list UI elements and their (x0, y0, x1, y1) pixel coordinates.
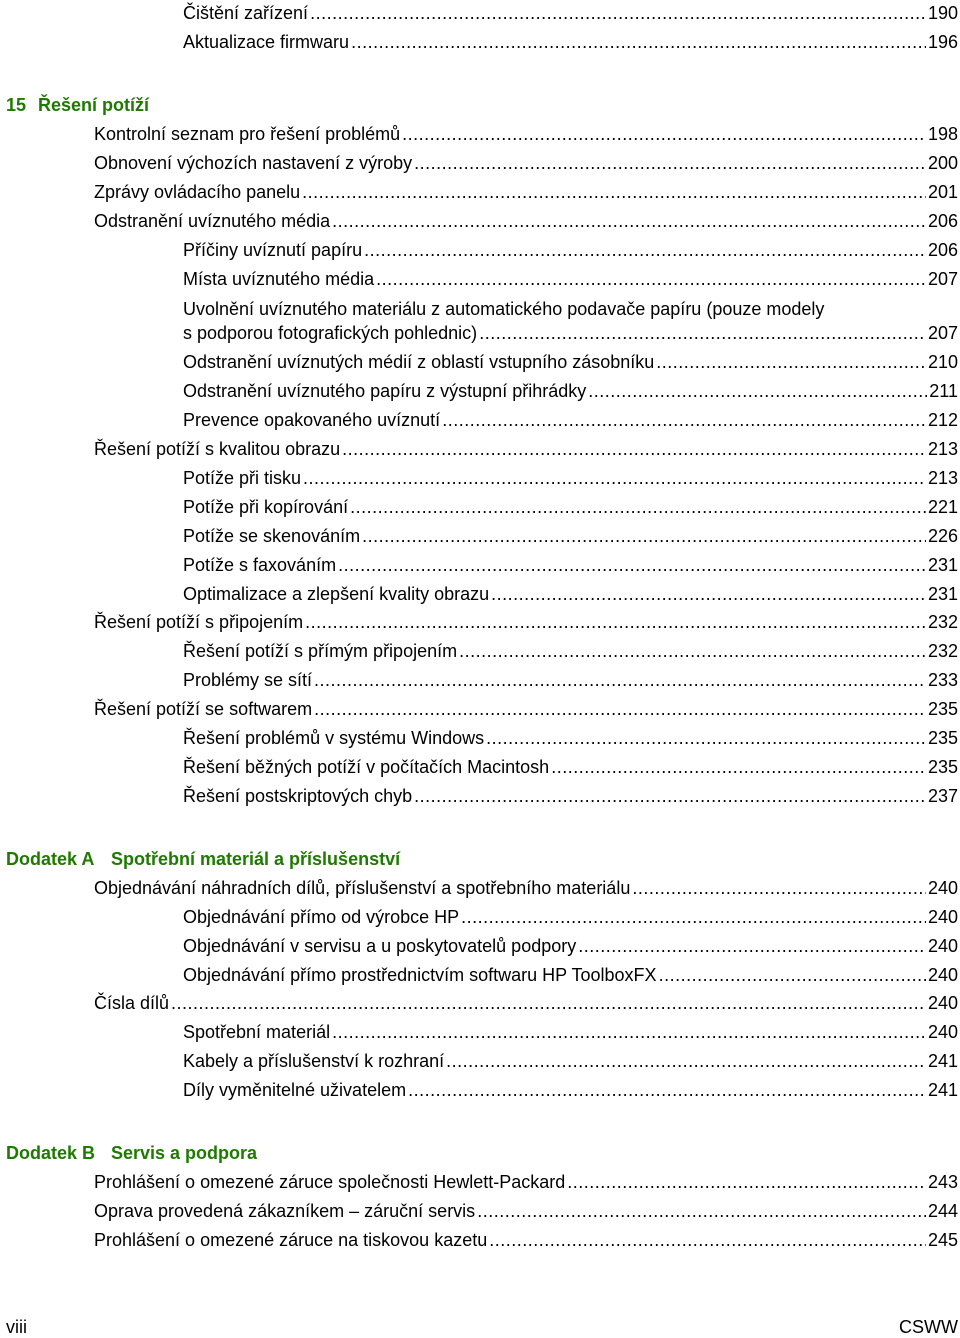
toc-entry-page: 235 (927, 757, 958, 777)
toc-leader-dots (446, 1050, 926, 1072)
toc-entry-page: 241 (927, 1051, 958, 1071)
toc-leader-dots (632, 877, 926, 899)
toc-leader-dots (305, 611, 926, 633)
toc-entry-title: Čísla dílů (94, 993, 170, 1013)
toc-entry[interactable] (94, 181, 958, 203)
toc-leader-dots (310, 2, 926, 24)
toc-entry-title: Obnovení výchozích nastavení z výroby (94, 153, 413, 173)
toc-entry-title: Problémy se sítí (183, 670, 313, 690)
toc-leader-dots (588, 380, 927, 402)
toc-entry-title: Optimalizace a zlepšení kvality obrazu (183, 584, 490, 604)
toc-entry-page: 244 (927, 1201, 958, 1221)
toc-leader-dots (338, 554, 926, 576)
toc-entry-page: 240 (927, 993, 958, 1013)
toc-entry-title: Spotřební materiál (183, 1022, 331, 1042)
chapter-heading[interactable] (6, 1142, 257, 1164)
toc-entry-title: Potíže při kopírování (183, 497, 349, 517)
chapter-heading[interactable] (6, 94, 149, 116)
toc-leader-dots (659, 964, 926, 986)
chapter-number: 15 (6, 95, 27, 115)
toc-entry-page: 232 (927, 641, 958, 661)
toc-entry-title: Řešení potíží s kvalitou obrazu (94, 439, 341, 459)
toc-entry-page: 206 (927, 211, 958, 231)
chapter-title: Servis a podpora (111, 1143, 258, 1163)
toc-entry-page: 196 (927, 32, 958, 52)
toc-entry-title: Objednávání přímo od výrobce HP (183, 907, 460, 927)
toc-entry[interactable] (183, 525, 958, 547)
toc-entry-page: 226 (927, 526, 958, 546)
toc-entry[interactable] (183, 351, 958, 373)
toc-entry-title: Díly vyměnitelné uživatelem (183, 1080, 407, 1100)
toc-leader-dots (332, 1021, 926, 1043)
toc-entry-title: Řešení běžných potíží v počítačích Macintosh (183, 757, 550, 777)
toc-entry-page: 232 (927, 612, 958, 632)
toc-entry[interactable] (183, 496, 958, 518)
toc-leader-dots (489, 1229, 926, 1251)
toc-entry[interactable] (183, 2, 958, 24)
toc-entry[interactable] (183, 727, 958, 749)
toc-entry-title: Odstranění uvíznutého média (94, 211, 331, 231)
toc-entry-page: 235 (927, 728, 958, 748)
toc-leader-dots (477, 1200, 926, 1222)
toc-entry-title: Řešení potíží s přímým připojením (183, 641, 458, 661)
toc-leader-dots (461, 906, 926, 928)
toc-entry-title: Kontrolní seznam pro řešení problémů (94, 124, 401, 144)
toc-entry-page: 241 (927, 1080, 958, 1100)
toc-entry-page: 198 (927, 124, 958, 144)
toc-entry[interactable] (183, 935, 958, 957)
toc-entry-title: Objednávání náhradních dílů, příslušenství a spotřebního materiálu (94, 878, 631, 898)
toc-entry-page: 231 (927, 584, 958, 604)
toc-entry-title: Potíže s faxováním (183, 555, 337, 575)
toc-leader-dots (578, 935, 926, 957)
toc-leader-dots (414, 785, 926, 807)
toc-entry-page: 240 (927, 907, 958, 927)
toc-entry[interactable] (94, 698, 958, 720)
toc-entry-title: Prevence opakovaného uvíznutí (183, 410, 441, 430)
toc-entry[interactable] (94, 992, 958, 1014)
toc-leader-dots (479, 322, 926, 344)
toc-entry-page: 233 (927, 670, 958, 690)
toc-entry[interactable] (183, 409, 958, 431)
toc-entry-page: 201 (927, 182, 958, 202)
footer-code: CSWW (899, 1317, 958, 1337)
toc-leader-dots (491, 583, 926, 605)
toc-entry[interactable] (183, 1079, 958, 1101)
footer-page-number: viii (6, 1317, 27, 1337)
toc-leader-dots (486, 727, 926, 749)
toc-entry[interactable] (183, 554, 958, 576)
toc-entry-title: Objednávání přímo prostřednictvím softwaru HP ToolboxFX (183, 965, 657, 985)
toc-entry-page: 213 (927, 468, 958, 488)
toc-entry-title: Prohlášení o omezené záruce společnosti Hewlett-Packard (94, 1172, 566, 1192)
toc-entry-title: Objednávání v servisu a u poskytovatelů podpory (183, 936, 577, 956)
toc-leader-dots (303, 467, 926, 489)
toc-entry-title: Čištění zařízení (183, 3, 309, 23)
toc-leader-dots (171, 992, 926, 1014)
toc-entry-page: 207 (927, 269, 958, 289)
toc-entry[interactable] (183, 669, 958, 691)
toc-entry-title: Kabely a příslušenství k rozhraní (183, 1051, 445, 1071)
toc-entry-page: 237 (927, 786, 958, 806)
chapter-number: Dodatek B (6, 1143, 96, 1163)
toc-entry[interactable] (94, 438, 958, 460)
toc-entry[interactable] (94, 611, 958, 633)
toc-entry[interactable] (94, 1200, 958, 1222)
toc-entry-title: Zprávy ovládacího panelu (94, 182, 301, 202)
toc-entry[interactable] (94, 123, 958, 145)
toc-leader-dots (567, 1171, 926, 1193)
toc-entry[interactable] (183, 1050, 958, 1072)
toc-leader-dots (414, 152, 926, 174)
toc-entry[interactable] (94, 877, 958, 899)
toc-entry-page: 245 (927, 1230, 958, 1250)
toc-entry-page: 235 (927, 699, 958, 719)
toc-leader-dots (314, 669, 926, 691)
toc-entry-title: s podporou fotografických pohlednic) (183, 323, 478, 343)
toc-entry[interactable] (94, 1229, 958, 1251)
toc-entry[interactable] (183, 322, 958, 344)
toc-leader-dots (376, 268, 926, 290)
toc-entry-title: Řešení problémů v systému Windows (183, 728, 485, 748)
toc-entry-title: Místa uvíznutého média (183, 269, 375, 289)
toc-leader-dots (342, 438, 926, 460)
toc-entry-title: Příčiny uvíznutí papíru (183, 240, 363, 260)
chapter-heading[interactable] (6, 848, 400, 870)
toc-entry-page: 243 (927, 1172, 958, 1192)
toc-entry-title: Potíže se skenováním (183, 526, 361, 546)
toc-entry[interactable] (183, 964, 958, 986)
toc-entry[interactable] (183, 640, 958, 662)
toc-entry-title: Prohlášení o omezené záruce na tiskovou kazetu (94, 1230, 488, 1250)
toc-entry[interactable] (183, 239, 958, 261)
toc-entry-page: 231 (927, 555, 958, 575)
toc-leader-dots (351, 31, 926, 53)
toc-entry-page: 240 (927, 878, 958, 898)
toc-leader-dots (551, 756, 926, 778)
chapter-title: Spotřební materiál a příslušenství (111, 849, 401, 869)
toc-leader-dots (362, 525, 926, 547)
toc-leader-dots (402, 123, 926, 145)
toc-entry-page: 206 (927, 240, 958, 260)
toc-entry-title: Řešení potíží se softwarem (94, 699, 313, 719)
toc-leader-dots (459, 640, 926, 662)
chapter-number: Dodatek A (6, 849, 95, 869)
toc-leader-dots (442, 409, 926, 431)
toc-entry[interactable] (94, 1171, 958, 1193)
toc-leader-dots (364, 239, 926, 261)
toc-entry[interactable] (183, 268, 958, 290)
toc-entry[interactable] (183, 583, 958, 605)
toc-entry-page: 207 (927, 323, 958, 343)
toc-entry-page: 190 (927, 3, 958, 23)
toc-entry[interactable] (183, 31, 958, 53)
toc-entry-page: 211 (929, 381, 958, 401)
toc-leader-dots (408, 1079, 926, 1101)
toc-entry-page: 240 (927, 965, 958, 985)
toc-entry-title: Oprava provedená zákazníkem – záruční servis (94, 1201, 476, 1221)
toc-entry-page: 200 (927, 153, 958, 173)
toc-entry[interactable] (94, 210, 958, 232)
toc-entry[interactable] (183, 1021, 958, 1043)
toc-entry-title: Aktualizace firmwaru (183, 32, 350, 52)
chapter-title: Řešení potíží (38, 95, 150, 115)
toc-entry-title: Potíže při tisku (183, 468, 302, 488)
toc-entry[interactable] (183, 756, 958, 778)
toc-entry[interactable] (183, 906, 958, 928)
toc-entry-page: 240 (927, 936, 958, 956)
toc-entry-wrap-line[interactable]: Uvolnění uvíznutého materiálu z automatického podavače papíru (pouze modely (183, 299, 825, 319)
toc-entry-title: Odstranění uvíznutého papíru z výstupní přihrádky (183, 381, 587, 401)
toc-entry[interactable] (183, 785, 958, 807)
toc-entry-title: Odstranění uvíznutých médií z oblastí vstupního zásobníku (183, 352, 655, 372)
toc-entry-title: Řešení potíží s připojením (94, 612, 304, 632)
toc-leader-dots (350, 496, 926, 518)
toc-leader-dots (314, 698, 926, 720)
toc-leader-dots (332, 210, 926, 232)
toc-entry-page: 213 (927, 439, 958, 459)
toc-entry[interactable] (183, 467, 958, 489)
toc-entry[interactable] (183, 380, 958, 402)
toc-entry-page: 240 (927, 1022, 958, 1042)
toc-entry-page: 212 (927, 410, 958, 430)
toc-entry[interactable] (94, 152, 958, 174)
toc-entry-page: 210 (927, 352, 958, 372)
toc-leader-dots (656, 351, 926, 373)
toc-leader-dots (302, 181, 926, 203)
toc-entry-page: 221 (927, 497, 958, 517)
toc-entry-title: Řešení postskriptových chyb (183, 786, 413, 806)
